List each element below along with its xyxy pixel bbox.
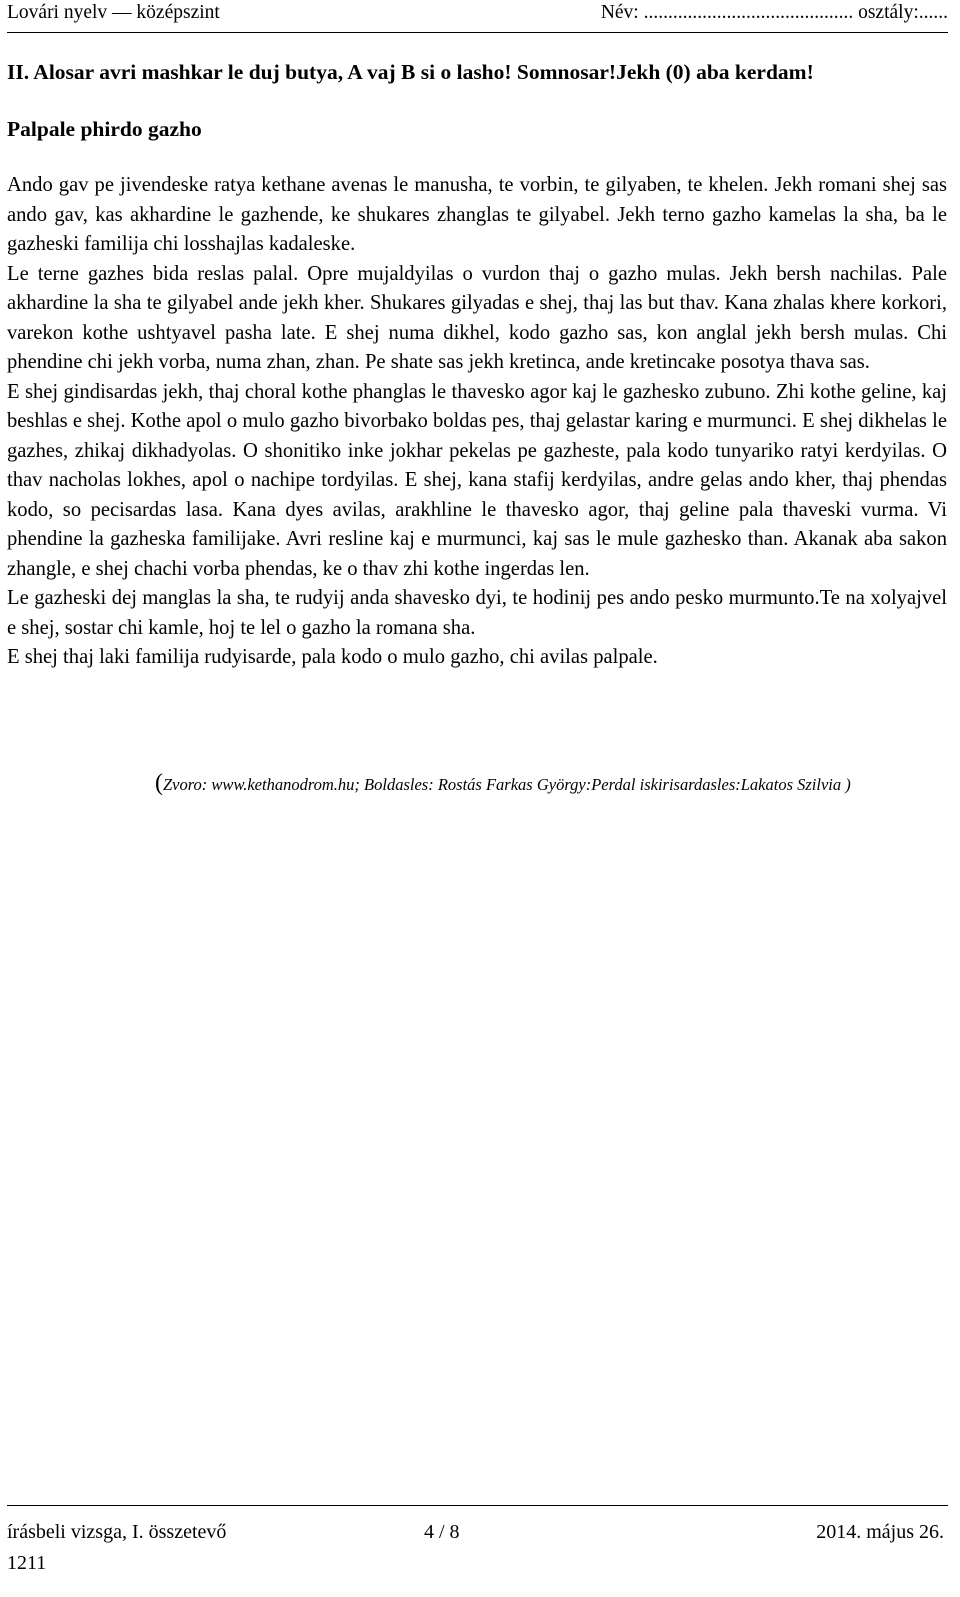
story-title: Palpale phirdo gazho [7,117,202,141]
header-name-class-field: Név: ........................................... osztály:...... [600,2,948,23]
paragraph-4: Le gazheski dej manglas la sha, te rudyij anda shavesko dyi, te hodinij pes ando pesko murmunto.Te na xolyajvel e shej, sostar chi kamle, hoj te lel o gazho la romana sha. [7,587,947,639]
paragraph-5: E shej thaj laki familija rudyisarde, pala kodo o mulo gazho, chi avilas palpale. [7,646,658,668]
paragraph-1: Ando gav pe jivendeske ratya kethane avenas le manusha, te vorbin, te gilyaben, te khelen. Jekh romani shej sas ando gav, kas akhardine le gazhende, ke shukares zhanglas te gilyabel. Jekh terno gazho kamelas la sha, ba le gazheski familija chi losshajlas kadaleske. [7,174,947,255]
source-text: Zvoro: www.kethanodrom.hu; Boldasles: Rostás Farkas György:Perdal iskirisardasles:Lakatos Szilvia [163,775,846,794]
source-citation [155,770,851,797]
page-header [7,2,948,33]
source-open-paren: ( [155,770,163,796]
footer-date: 2014. május 26. [816,1521,944,1543]
footer-divider [7,1505,948,1506]
footer-exam-label: írásbeli vizsga, I. összetevő [7,1521,227,1543]
page-footer [7,1521,944,1544]
header-subject: Lovári nyelv — középszint [7,2,220,23]
footer-code: 1211 [7,1552,47,1574]
story-body [7,171,947,673]
paragraph-2: Le terne gazhes bida reslas palal. Opre mujaldyilas o vurdon thaj o gazho mulas. Jekh bersh nachilas. Pale akhardine la sha te gilyabel ande jekh kher. Shukares gilyadas e shej, thaj las but thav. Kana zhalas khere korkori, varekon kothe ushtyavel pasha late. E shej numa dikhel, kodo gazho sas, kon anglal jekh bersh mulas. Chi phendine chi jekh vorba, numa zhan, zhan. Pe shate sas jekh kretinca, ande kretincake posotya thava sas. [7,262,947,373]
footer-page-number: 4 / 8 [424,1521,460,1543]
source-close-paren: ) [845,775,851,794]
section-title: II. Alosar avri mashkar le duj butya, A vaj B si o lasho! Somnosar!Jekh (0) aba kerdam! [7,60,814,84]
paragraph-3: E shej gindisardas jekh, thaj choral kothe phanglas le thavesko agor kaj le gazhesko zubuno. Zhi kothe geline, kaj beshlas e shej. Kothe apol o mulo gazho bivorbako boldas pes, thaj gelastar karing e murmunci. E shej dikhelas le gazhes, zhikaj dikhadyolas. O shonitiko inke jokhar pekelas pe gazheste, pala kodo tunyariko ratyi kerdyilas. O thav nacholas lokhes, apol o nachipe tordyilas. E shej, kana stafij kerdyilas, andre gelas ando kher, thaj phendas kodo, so pecisardas lasa. Kana dyes avilas, arakhline le thavesko agor, thaj geline pala thaveski vurma. Vi phendine la gazheska familijake. Avri resline kaj e murmunci, kaj sas le mule gazhesko than. Akanak aba sakon zhangle, e shej chachi vorba phendas, ke o thav zhi kothe ingerdas len. [7,380,947,580]
